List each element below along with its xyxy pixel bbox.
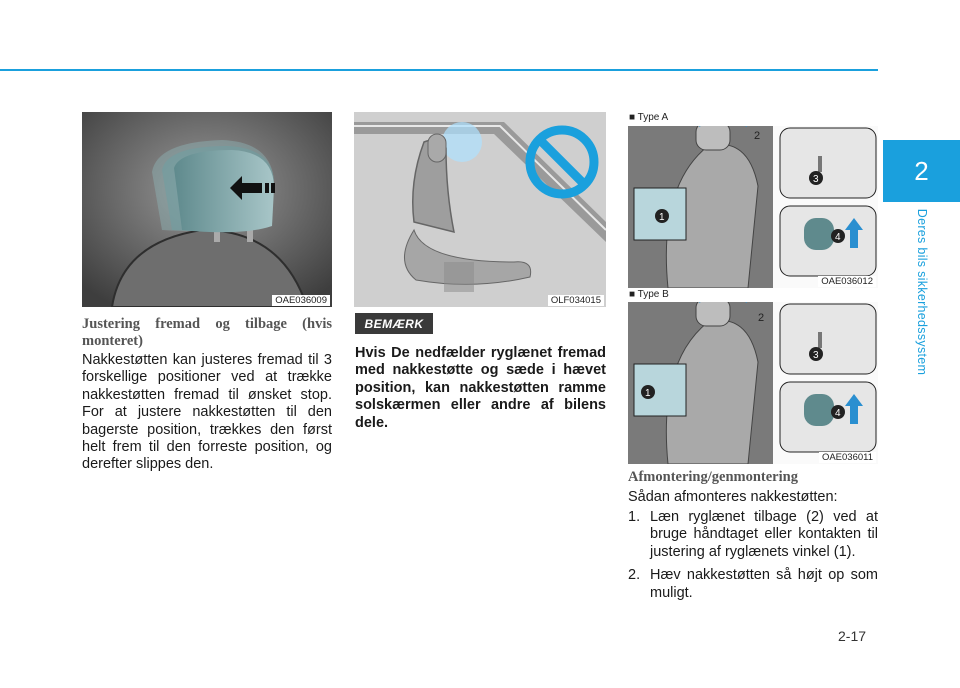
callout-1: 1: [659, 212, 665, 223]
callout-2: 2: [758, 312, 765, 324]
figure-code: OAE036011: [819, 452, 876, 463]
callout-4: 4: [835, 408, 841, 419]
callout-3: 3: [813, 350, 819, 361]
figure-code: OLF034015: [548, 295, 604, 306]
notice-badge: BEMÆRK: [355, 313, 433, 334]
removal-step: [628, 509, 878, 561]
type-b-illustration: [628, 302, 878, 464]
removal-intro: Sådan afmonteres nakkestøtten:: [628, 489, 838, 505]
seat-warning-illustration: [354, 112, 606, 307]
callout-2: 2: [754, 130, 761, 142]
figure-headrest-adjust: [82, 112, 332, 307]
step-text: Læn ryglænet tilbage (2) ved at bruge håndtaget eller kontakten til justering af ryglænets vinkel (1).: [650, 509, 878, 560]
chapter-number: 2: [914, 155, 929, 186]
notice-paragraph: Hvis De nedfælder ryglænet fremad med nakkestøtte og sæde i hævet position, kan nakkestøtten ramme solskærmen eller andre af bilens dele.: [355, 345, 606, 431]
type-a-illustration: [628, 126, 878, 288]
figure-type-b: [628, 302, 878, 464]
page-number: 2-17: [838, 628, 867, 644]
chapter-number-tab: [883, 140, 960, 202]
headrest-adjust-illustration: [82, 112, 332, 307]
step-number: 1.: [628, 509, 641, 525]
removal-steps: [628, 509, 878, 608]
type-a-label: ■ Type A: [629, 112, 669, 123]
callout-1: 1: [645, 388, 651, 399]
callout-4: 4: [835, 232, 841, 243]
top-rule: [0, 69, 878, 71]
figure-type-a: [628, 126, 878, 288]
figure-code: OAE036009: [272, 295, 330, 306]
callout-3: 3: [813, 174, 819, 185]
figure-seat-warning: [354, 112, 606, 307]
step-text: Hæv nakkestøtten så højt op som muligt.: [650, 567, 878, 601]
chapter-title: Deres bils sikkerhedssystem: [914, 208, 929, 376]
type-b-label: ■ Type B: [629, 289, 669, 300]
removal-step: [628, 567, 878, 602]
section-heading-adjust: Justering fremad og tilbage (hvis monteret): [82, 316, 332, 349]
section-heading-removal: Afmontering/genmontering: [628, 469, 798, 485]
chapter-side-title: [883, 202, 960, 402]
figure-code: OAE036012: [818, 276, 876, 287]
step-number: 2.: [628, 567, 641, 584]
adjust-paragraph: Nakkestøtten kan justeres fremad til 3 forskellige positioner ved at trække nakkestøtten fremad til ønsket stop. For at justere nakkestøtten til den bagerste position, trækkes den først helt frem til den forreste position, og derefter slippes den.: [82, 352, 332, 473]
